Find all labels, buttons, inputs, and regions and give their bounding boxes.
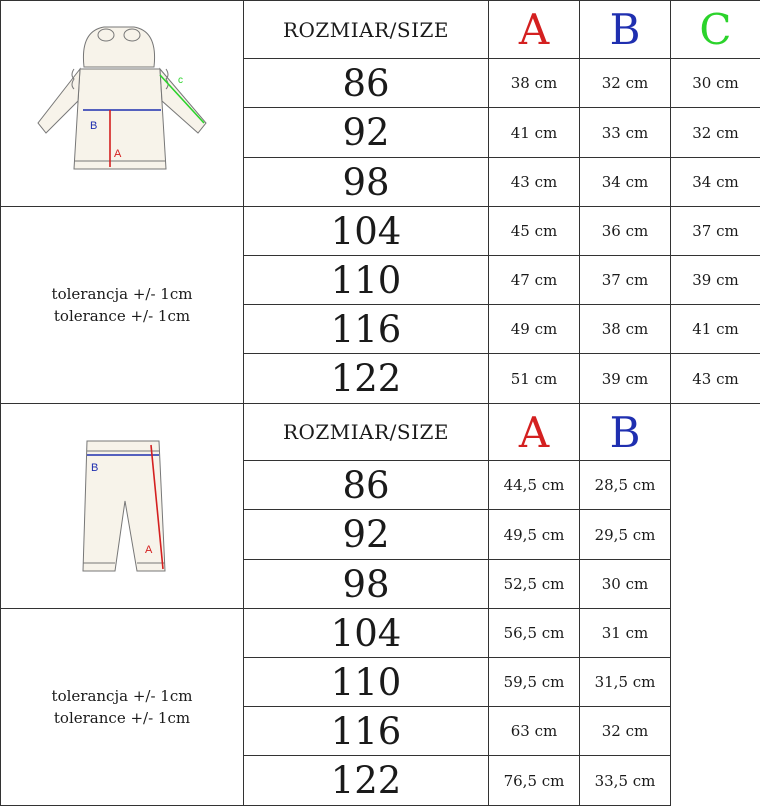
measure-b-cell: 30 cm (580, 560, 671, 609)
measure-b-cell: 28,5 cm (580, 461, 671, 510)
measure-c-cell: 34 cm (671, 158, 760, 207)
label-a: A (114, 148, 122, 160)
measure-a-cell: 44,5 cm (489, 461, 580, 510)
measure-b-cell: 32 cm (580, 59, 671, 108)
measure-b-cell: 39 cm (580, 354, 671, 404)
measure-b-cell: 36 cm (580, 207, 671, 256)
tolerance-note (1, 207, 244, 404)
measure-a-cell: 51 cm (489, 354, 580, 404)
pants-icon (67, 431, 177, 581)
pants-diagram (1, 404, 244, 609)
measure-c-cell: 32 cm (671, 108, 760, 158)
measure-c-cell: 39 cm (671, 256, 760, 305)
measure-a-cell: 38 cm (489, 59, 580, 108)
label-b: B (90, 120, 97, 132)
measure-b-cell: 31,5 cm (580, 658, 671, 707)
measure-b-cell: 33 cm (580, 108, 671, 158)
column-a-header: A (489, 1, 580, 59)
column-b-header: B (580, 404, 671, 461)
size-header: ROZMIAR/SIZE (244, 404, 489, 461)
measure-a-cell: 45 cm (489, 207, 580, 256)
measure-a-cell: 76,5 cm (489, 756, 580, 806)
measure-a-cell: 59,5 cm (489, 658, 580, 707)
measure-a-cell: 52,5 cm (489, 560, 580, 609)
size-cell: 92 (244, 108, 489, 158)
measure-b-cell: 31 cm (580, 609, 671, 658)
table-row (1, 609, 671, 658)
column-a-header: A (489, 404, 580, 461)
label-a: A (145, 544, 153, 556)
size-cell: 110 (244, 658, 489, 707)
measure-c-cell: 30 cm (671, 59, 760, 108)
measure-a-cell: 49 cm (489, 305, 580, 354)
tolerance-en: tolerance +/- 1cm (1, 707, 243, 729)
size-cell: 98 (244, 158, 489, 207)
label-c: c (178, 75, 183, 86)
measure-a-cell: 63 cm (489, 707, 580, 756)
measure-a-cell: 41 cm (489, 108, 580, 158)
size-cell: 116 (244, 707, 489, 756)
column-b-header: B (580, 1, 671, 59)
hoodie-diagram (1, 1, 244, 207)
measure-b-cell: 34 cm (580, 158, 671, 207)
size-cell: 98 (244, 560, 489, 609)
size-header: ROZMIAR/SIZE (244, 1, 489, 59)
measure-c-cell: 41 cm (671, 305, 760, 354)
measure-a-cell: 43 cm (489, 158, 580, 207)
size-cell: 104 (244, 207, 489, 256)
size-cell: 104 (244, 609, 489, 658)
size-cell: 122 (244, 756, 489, 806)
size-cell: 86 (244, 461, 489, 510)
measure-a-cell: 49,5 cm (489, 510, 580, 560)
measure-b-cell: 33,5 cm (580, 756, 671, 806)
tolerance-pl: tolerancja +/- 1cm (1, 685, 243, 707)
hoodie-icon (22, 19, 222, 189)
size-cell: 110 (244, 256, 489, 305)
measure-b-cell: 29,5 cm (580, 510, 671, 560)
measure-b-cell: 32 cm (580, 707, 671, 756)
measure-c-cell: 37 cm (671, 207, 760, 256)
tolerance-note (1, 609, 244, 806)
measure-a-cell: 47 cm (489, 256, 580, 305)
table-row (1, 207, 760, 256)
size-cell: 116 (244, 305, 489, 354)
column-c-header: C (671, 1, 760, 59)
size-cell: 86 (244, 59, 489, 108)
label-b: B (91, 462, 98, 474)
measure-c-cell: 43 cm (671, 354, 760, 404)
tolerance-en: tolerance +/- 1cm (1, 305, 243, 327)
measure-b-cell: 37 cm (580, 256, 671, 305)
tolerance-pl: tolerancja +/- 1cm (1, 283, 243, 305)
measure-a-cell: 56,5 cm (489, 609, 580, 658)
measure-b-cell: 38 cm (580, 305, 671, 354)
size-cell: 122 (244, 354, 489, 404)
size-cell: 92 (244, 510, 489, 560)
pants-size-table (0, 403, 671, 806)
